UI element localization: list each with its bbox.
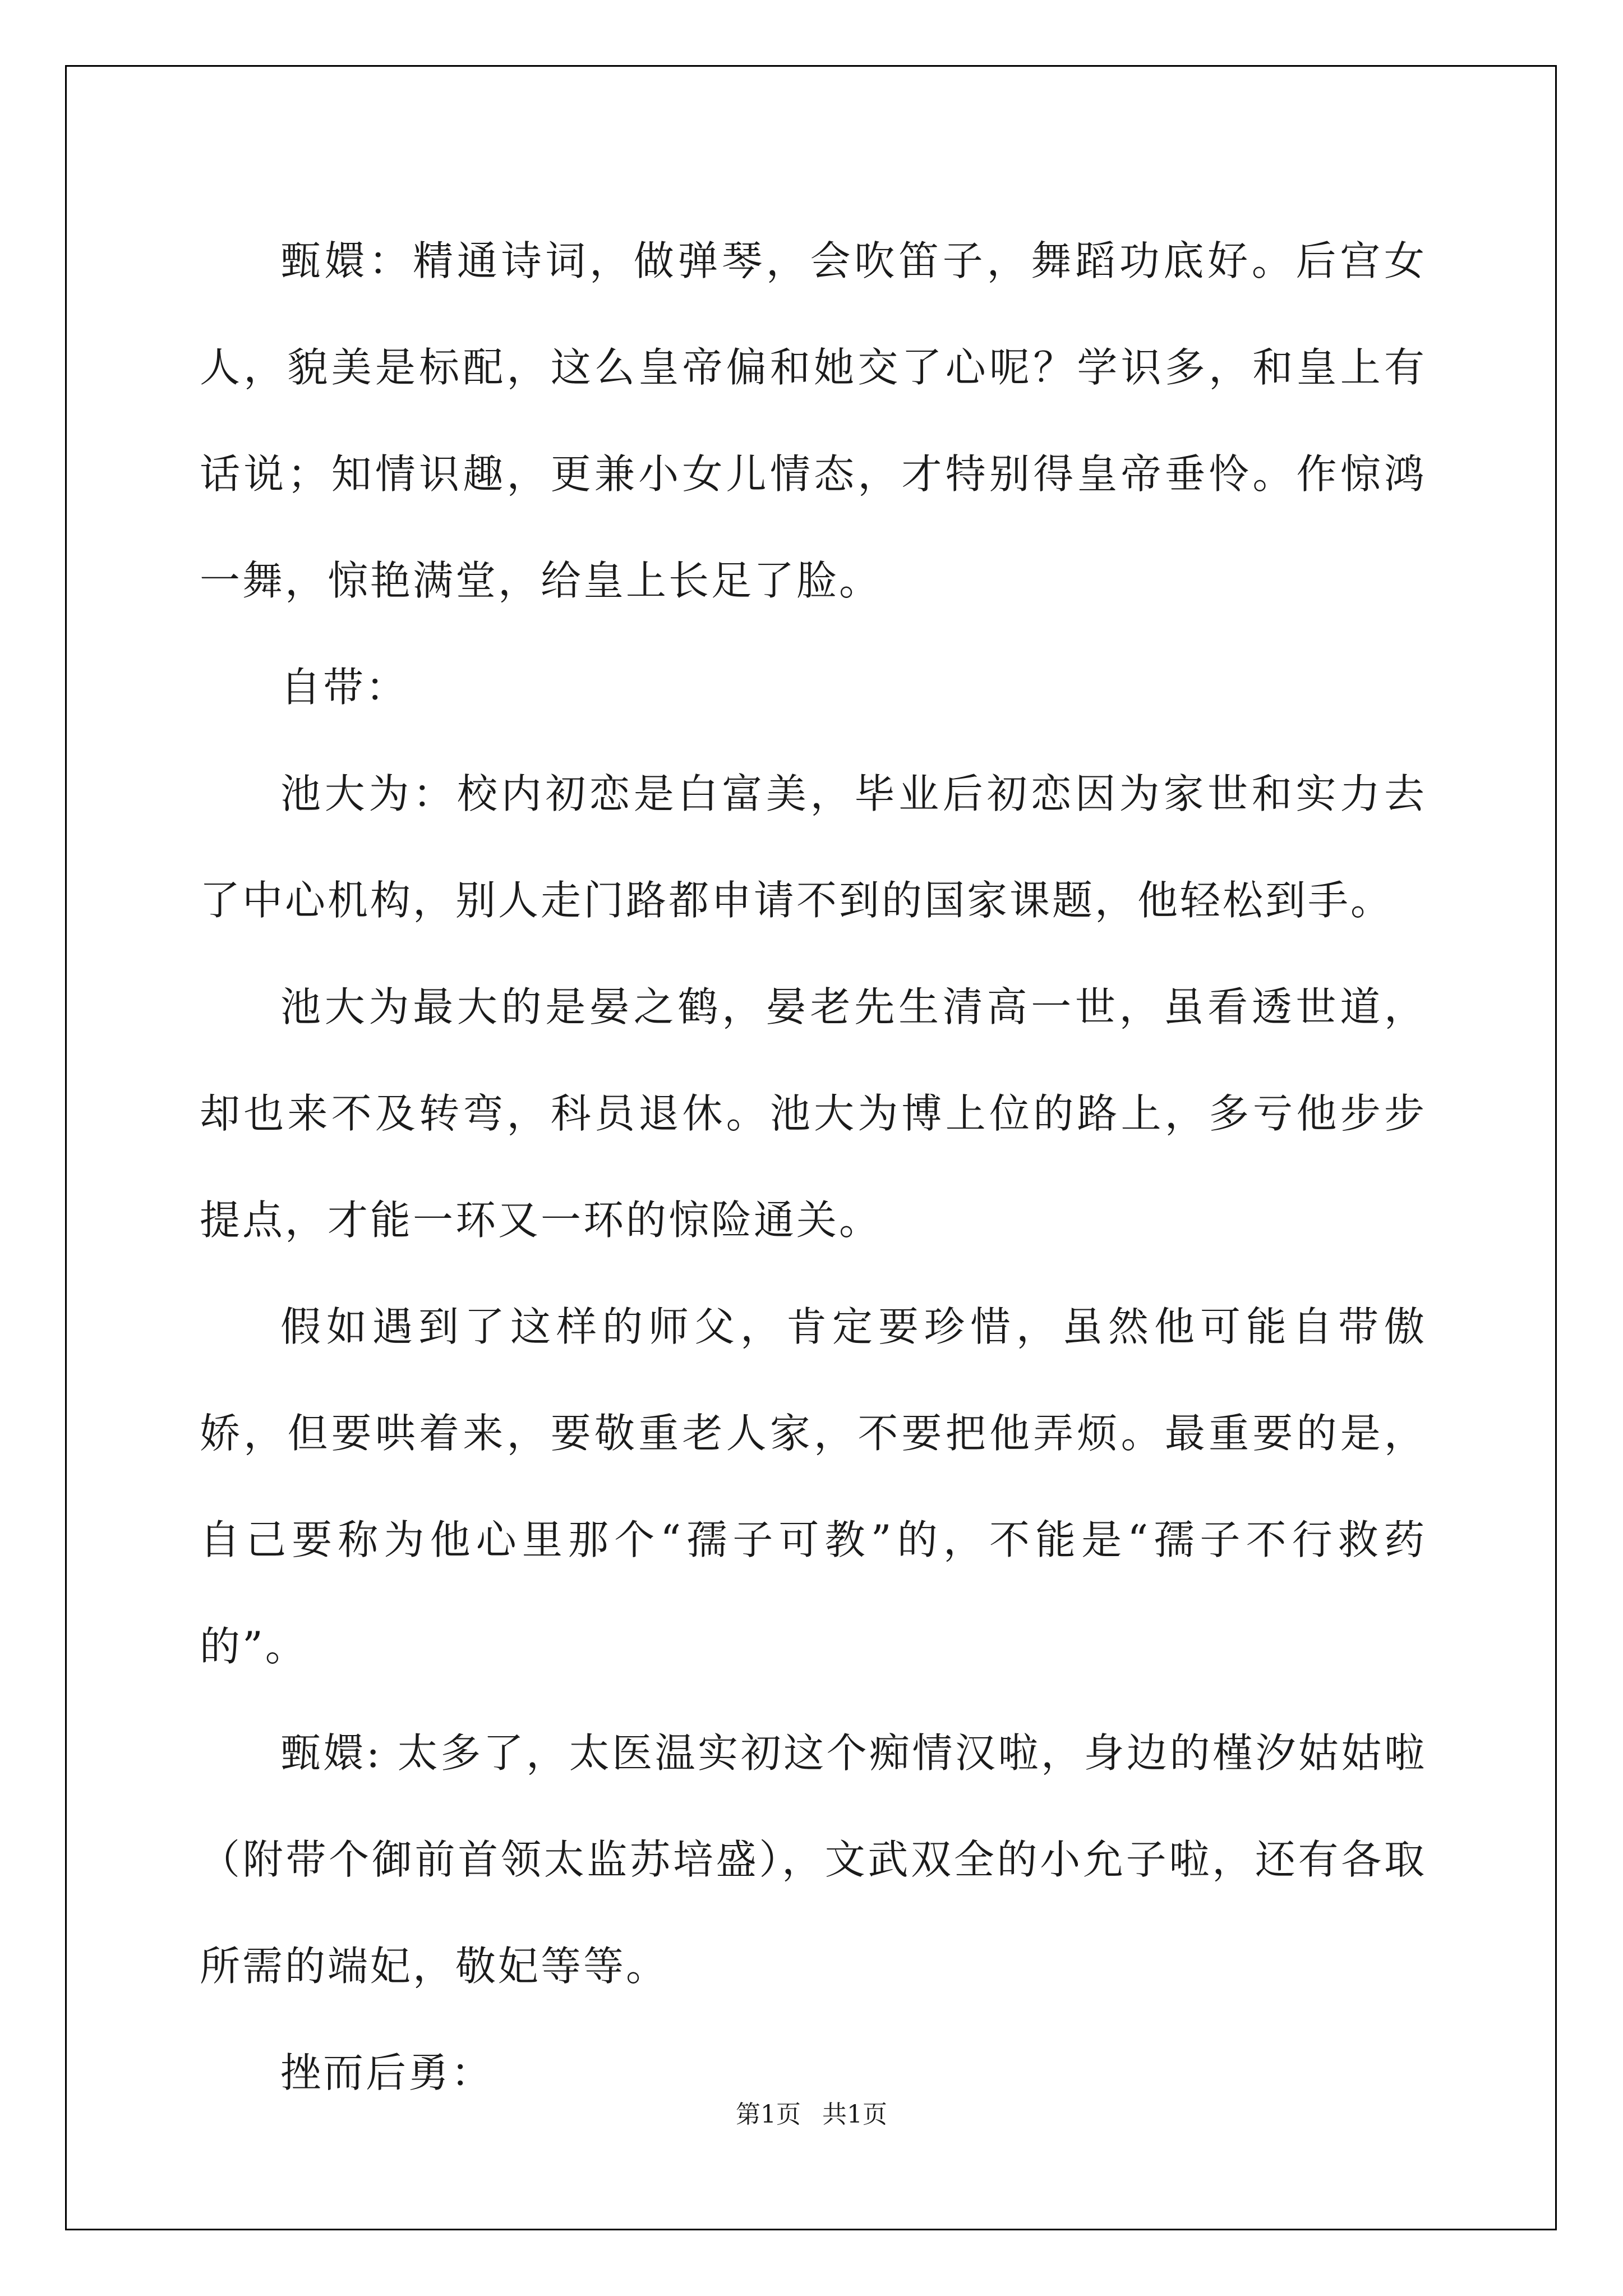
paragraph-mentor-advice: 假如遇到了这样的师父，肯定要珍惜，虽然他可能自带傲娇，但要哄着来，要敬重老人家，不要把他弄烦。最重要的是，自己要称为他心里那个“孺子可教”的，不能是“孺子不行救药的”。 [200,1303,1427,1670]
paragraph-zidai-heading: 自带： [280,664,409,711]
paragraph-cuo-er-hou-yong-heading: 挫而后勇： [280,2049,494,2096]
page-number-total: 共1页 [822,2100,887,2129]
paragraph-zhenhuan-talents: 甄嬛：精通诗词，做弹琴，会吹笛子，舞蹈功底好。后宫女人，貌美是标配，这么皇帝偏和她交了心呢？学识多，和皇上有话说；知情识趣，更兼小女儿情态，才特别得皇帝垂怜。作惊鸿一舞，惊艳满堂，给皇上长足了脸。 [200,237,1427,604]
page-footer [0,2098,1623,2132]
document-body [200,208,1427,2126]
page-number-current: 第1页 [736,2100,801,2129]
paragraph-chidawei-first-love: 池大为：校内初恋是白富美，毕业后初恋因为家世和实力去了中心机构，别人走门路都申请不到的国家课题，他轻松到手。 [200,770,1427,924]
paragraph-chidawei-mentor: 池大为最大的是晏之鹤，晏老先生清高一世，虽看透世道，却也来不及转弯，科员退休。池大为博上位的路上，多亏他步步提点，才能一环又一环的惊险通关。 [200,983,1427,1244]
paragraph-zhenhuan-helpers: 甄嬛: 太多了，太医温实初这个痴情汉啦，身边的槿汐姑姑啦（附带个御前首领太监苏培盛），文武双全的小允子啦，还有各取所需的端妃，敬妃等等。 [200,1729,1427,1990]
